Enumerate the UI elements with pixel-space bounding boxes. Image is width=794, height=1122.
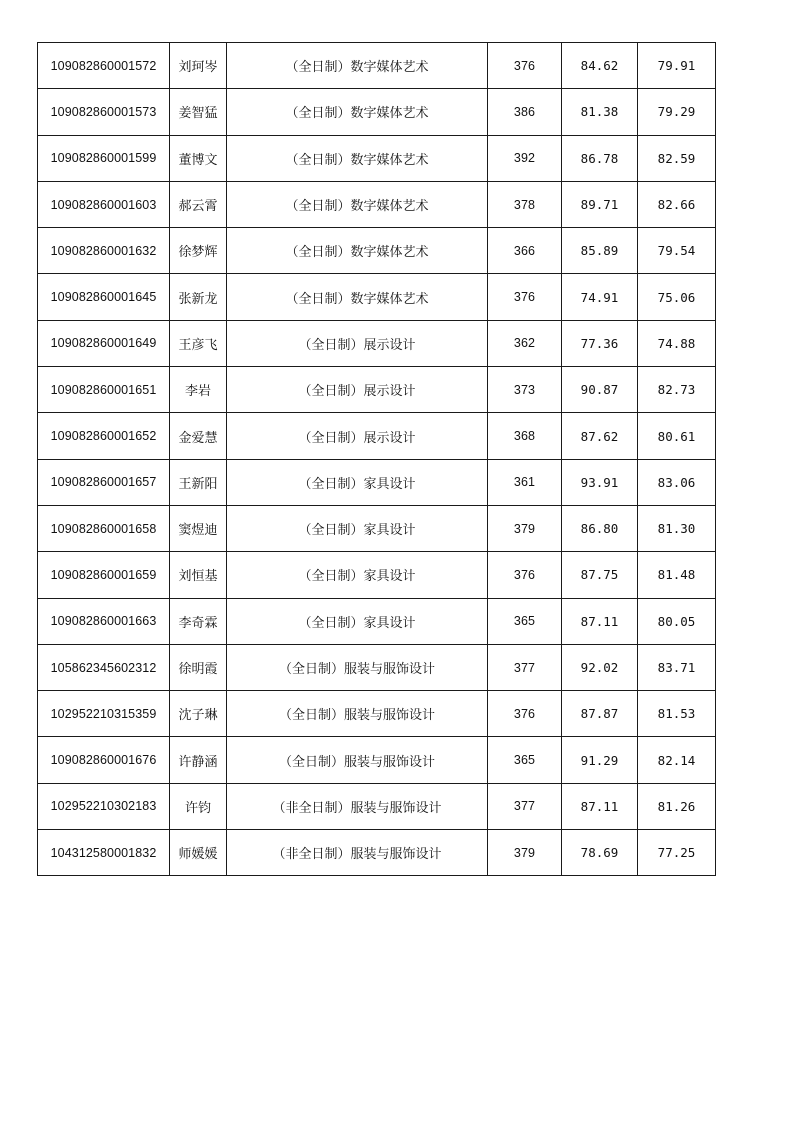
exam-score-cell: 378 (488, 181, 562, 227)
candidate-name-cell: 张新龙 (170, 274, 227, 320)
total-score-cell: 82.73 (638, 367, 716, 413)
candidate-name-cell: 李岩 (170, 367, 227, 413)
second-score-cell: 87.87 (562, 691, 638, 737)
table-row (38, 320, 716, 366)
candidate-id-cell: 109082860001599 (38, 135, 170, 181)
major-cell: （全日制）家具设计 (227, 598, 488, 644)
candidate-name-cell: 金爱慧 (170, 413, 227, 459)
major-cell: （全日制）展示设计 (227, 320, 488, 366)
second-score-cell: 84.62 (562, 43, 638, 89)
candidate-id-cell: 109082860001659 (38, 552, 170, 598)
second-score-cell: 77.36 (562, 320, 638, 366)
total-score-cell: 79.29 (638, 89, 716, 135)
candidate-name-cell: 沈子琳 (170, 691, 227, 737)
exam-score-cell: 365 (488, 598, 562, 644)
candidate-name-cell: 王彦飞 (170, 320, 227, 366)
total-score-cell: 74.88 (638, 320, 716, 366)
candidate-id-cell: 109082860001651 (38, 367, 170, 413)
second-score-cell: 78.69 (562, 830, 638, 876)
exam-score-cell: 366 (488, 228, 562, 274)
candidate-id-cell: 109082860001652 (38, 413, 170, 459)
total-score-cell: 83.71 (638, 644, 716, 690)
second-score-cell: 85.89 (562, 228, 638, 274)
major-cell: （非全日制）服装与服饰设计 (227, 830, 488, 876)
major-cell: （全日制）展示设计 (227, 413, 488, 459)
major-cell: （全日制）家具设计 (227, 552, 488, 598)
major-cell: （非全日制）服装与服饰设计 (227, 783, 488, 829)
table-row (38, 644, 716, 690)
table-row (38, 598, 716, 644)
second-score-cell: 92.02 (562, 644, 638, 690)
score-table (37, 42, 716, 876)
second-score-cell: 86.78 (562, 135, 638, 181)
major-cell: （全日制）数字媒体艺术 (227, 228, 488, 274)
second-score-cell: 81.38 (562, 89, 638, 135)
candidate-id-cell: 105862345602312 (38, 644, 170, 690)
candidate-id-cell: 109082860001573 (38, 89, 170, 135)
candidate-id-cell: 109082860001603 (38, 181, 170, 227)
total-score-cell: 81.53 (638, 691, 716, 737)
major-cell: （全日制）服装与服饰设计 (227, 691, 488, 737)
candidate-id-cell: 104312580001832 (38, 830, 170, 876)
total-score-cell: 82.59 (638, 135, 716, 181)
candidate-id-cell: 102952210315359 (38, 691, 170, 737)
exam-score-cell: 379 (488, 830, 562, 876)
candidate-name-cell: 李奇霖 (170, 598, 227, 644)
major-cell: （全日制）服装与服饰设计 (227, 644, 488, 690)
exam-score-cell: 362 (488, 320, 562, 366)
major-cell: （全日制）数字媒体艺术 (227, 89, 488, 135)
exam-score-cell: 392 (488, 135, 562, 181)
total-score-cell: 80.61 (638, 413, 716, 459)
candidate-name-cell: 徐明霞 (170, 644, 227, 690)
exam-score-cell: 379 (488, 505, 562, 551)
table-row (38, 367, 716, 413)
second-score-cell: 91.29 (562, 737, 638, 783)
total-score-cell: 79.54 (638, 228, 716, 274)
second-score-cell: 74.91 (562, 274, 638, 320)
major-cell: （全日制）数字媒体艺术 (227, 43, 488, 89)
major-cell: （全日制）展示设计 (227, 367, 488, 413)
second-score-cell: 89.71 (562, 181, 638, 227)
candidate-name-cell: 王新阳 (170, 459, 227, 505)
second-score-cell: 87.62 (562, 413, 638, 459)
table-row (38, 228, 716, 274)
second-score-cell: 90.87 (562, 367, 638, 413)
candidate-name-cell: 徐梦辉 (170, 228, 227, 274)
table-row (38, 830, 716, 876)
table-row (38, 135, 716, 181)
candidate-id-cell: 109082860001572 (38, 43, 170, 89)
table-row (38, 274, 716, 320)
exam-score-cell: 376 (488, 43, 562, 89)
major-cell: （全日制）家具设计 (227, 505, 488, 551)
table-row (38, 43, 716, 89)
table-row (38, 459, 716, 505)
second-score-cell: 87.11 (562, 783, 638, 829)
candidate-name-cell: 刘恒基 (170, 552, 227, 598)
total-score-cell: 80.05 (638, 598, 716, 644)
exam-score-cell: 368 (488, 413, 562, 459)
second-score-cell: 87.75 (562, 552, 638, 598)
major-cell: （全日制）家具设计 (227, 459, 488, 505)
exam-score-cell: 376 (488, 691, 562, 737)
total-score-cell: 83.06 (638, 459, 716, 505)
candidate-id-cell: 109082860001632 (38, 228, 170, 274)
candidate-name-cell: 许钧 (170, 783, 227, 829)
table-row (38, 783, 716, 829)
total-score-cell: 81.30 (638, 505, 716, 551)
exam-score-cell: 376 (488, 552, 562, 598)
major-cell: （全日制）服装与服饰设计 (227, 737, 488, 783)
candidate-id-cell: 109082860001658 (38, 505, 170, 551)
exam-score-cell: 377 (488, 644, 562, 690)
table-row (38, 181, 716, 227)
second-score-cell: 87.11 (562, 598, 638, 644)
total-score-cell: 81.26 (638, 783, 716, 829)
total-score-cell: 82.14 (638, 737, 716, 783)
candidate-name-cell: 窦煜迪 (170, 505, 227, 551)
table-row (38, 505, 716, 551)
exam-score-cell: 377 (488, 783, 562, 829)
candidate-name-cell: 许静涵 (170, 737, 227, 783)
total-score-cell: 75.06 (638, 274, 716, 320)
table-row (38, 89, 716, 135)
candidate-name-cell: 师媛媛 (170, 830, 227, 876)
candidate-name-cell: 郝云霄 (170, 181, 227, 227)
candidate-id-cell: 102952210302183 (38, 783, 170, 829)
table-row (38, 552, 716, 598)
candidate-id-cell: 109082860001645 (38, 274, 170, 320)
candidate-name-cell: 姜智猛 (170, 89, 227, 135)
exam-score-cell: 373 (488, 367, 562, 413)
candidate-id-cell: 109082860001657 (38, 459, 170, 505)
candidate-id-cell: 109082860001649 (38, 320, 170, 366)
total-score-cell: 82.66 (638, 181, 716, 227)
candidate-name-cell: 刘珂岑 (170, 43, 227, 89)
candidate-name-cell: 董博文 (170, 135, 227, 181)
exam-score-cell: 361 (488, 459, 562, 505)
major-cell: （全日制）数字媒体艺术 (227, 274, 488, 320)
second-score-cell: 93.91 (562, 459, 638, 505)
score-table-body (38, 43, 716, 876)
total-score-cell: 81.48 (638, 552, 716, 598)
candidate-id-cell: 109082860001663 (38, 598, 170, 644)
table-row (38, 691, 716, 737)
candidate-id-cell: 109082860001676 (38, 737, 170, 783)
major-cell: （全日制）数字媒体艺术 (227, 135, 488, 181)
exam-score-cell: 386 (488, 89, 562, 135)
second-score-cell: 86.80 (562, 505, 638, 551)
total-score-cell: 79.91 (638, 43, 716, 89)
total-score-cell: 77.25 (638, 830, 716, 876)
table-row (38, 413, 716, 459)
exam-score-cell: 376 (488, 274, 562, 320)
major-cell: （全日制）数字媒体艺术 (227, 181, 488, 227)
exam-score-cell: 365 (488, 737, 562, 783)
table-row (38, 737, 716, 783)
